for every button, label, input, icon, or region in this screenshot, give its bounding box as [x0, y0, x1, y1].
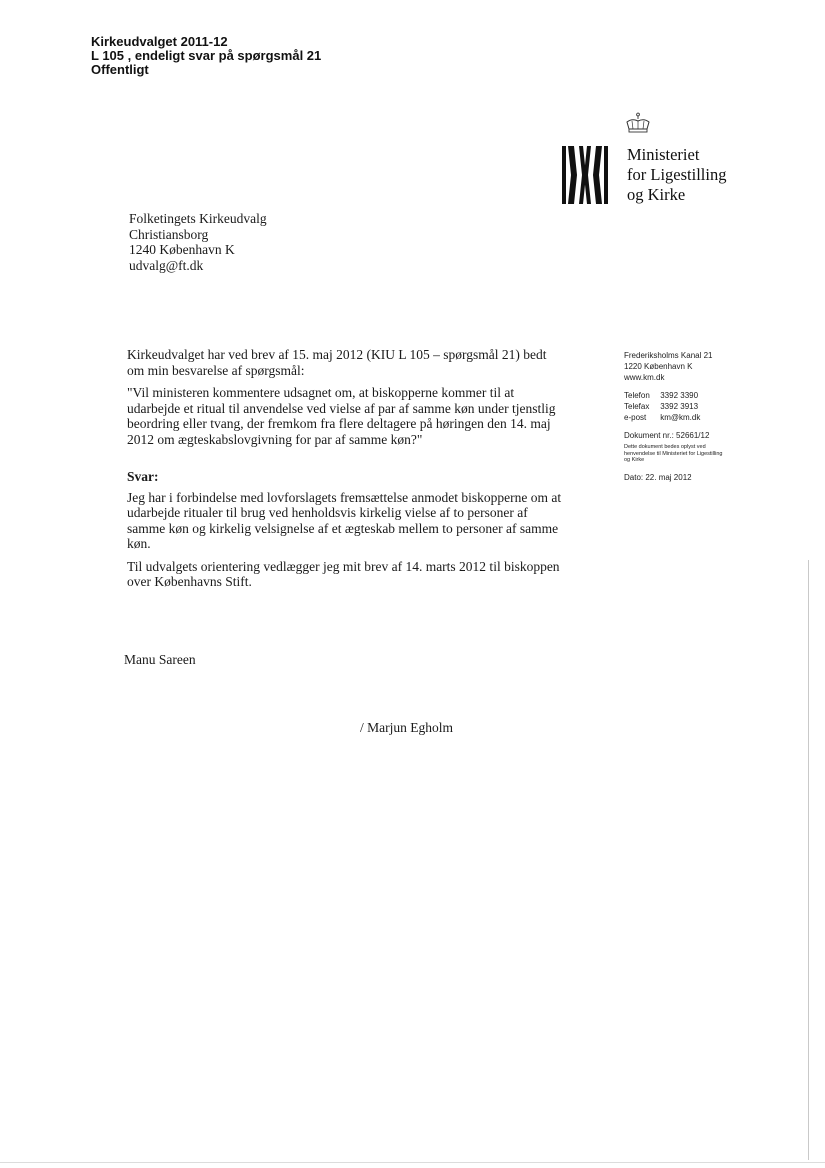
stamp-reference: L 105 , endeligt svar på spørgsmål 21 — [91, 48, 322, 63]
ministry-line-3: og Kirke — [627, 185, 686, 204]
signature-name: Manu Sareen — [124, 652, 196, 667]
ministry-line-1: Ministeriet — [627, 145, 700, 164]
doc-number-row — [624, 430, 744, 441]
signature-secondary: / Marjun Egholm — [360, 720, 453, 735]
crown-icon — [624, 112, 652, 136]
ministry-line-2: for Ligestilling — [627, 165, 727, 184]
recipient-name: Folketingets Kirkeudvalg — [129, 211, 267, 226]
sender-street: Frederiksholms Kanal 21 — [624, 351, 713, 360]
email-label: e-post — [624, 413, 647, 422]
recipient-address — [129, 211, 267, 273]
stamp-committee: Kirkeudvalget 2011-12 — [91, 34, 228, 49]
barcode-mark-icon — [562, 146, 608, 204]
question-quote: "Vil ministeren kommentere udsagnet om, at biskopperne kommer til at udarbejde et ritual til anvendelse ved vielse af par af samme køn under tjenstlig beordring eller tvang, der fremkom fra flere deltagere på høringen den 14. maj 2012 om ægteskabslovgivning for par af samme køn?" — [127, 385, 556, 447]
email-value: km@km.dk — [660, 413, 701, 422]
sender-fax-row — [624, 401, 744, 412]
document-stamp — [91, 35, 321, 77]
answer-paragraph-2: Til udvalgets orientering vedlægger jeg mit brev af 14. marts 2012 til biskoppen over Københavns Stift. — [127, 558, 560, 589]
sender-email-row — [624, 412, 744, 423]
doc-label: Dokument nr.: — [624, 431, 674, 440]
scan-edge-line — [0, 1162, 825, 1163]
phone-value: 3392 3390 — [660, 391, 699, 400]
fax-value: 3392 3913 — [660, 402, 699, 411]
fax-label: Telefax — [624, 402, 650, 411]
sender-phone-row — [624, 390, 744, 401]
sender-city: 1220 København K — [624, 362, 693, 371]
phone-label: Telefon — [624, 391, 650, 400]
letter-body — [127, 347, 567, 590]
scan-edge-line — [808, 560, 809, 1160]
sender-web: www.km.dk — [624, 373, 665, 382]
recipient-building: Christiansborg — [129, 226, 209, 242]
answer-heading: Svar: — [127, 469, 159, 484]
ministry-name — [627, 145, 726, 205]
sender-info — [624, 350, 744, 483]
recipient-city: 1240 København K — [129, 242, 235, 257]
recipient-email: udvalg@ft.dk — [129, 257, 204, 273]
stamp-status: Offentligt — [91, 62, 149, 77]
doc-note: Dette dokument bedes oplyst ved henvendelse til Ministeriet for Ligestilling og Kirke — [624, 444, 723, 463]
doc-number: 52661/12 — [676, 431, 710, 440]
letter-intro: Kirkeudvalget har ved brev af 15. maj 2012 (KIU L 105 – spørgsmål 21) bedt om min besvarelse af spørgsmål: — [127, 347, 547, 378]
letter-date: Dato: 22. maj 2012 — [624, 472, 692, 482]
answer-paragraph-1: Jeg har i forbindelse med lovforslagets fremsættelse anmodet biskopperne om at udarbejde ritualer til brug ved henholdsvis kirkelig vielse af to personer af samme køn og kirkelig velsignelse af et ægteskab mellem to personer af samme køn. — [127, 489, 562, 551]
